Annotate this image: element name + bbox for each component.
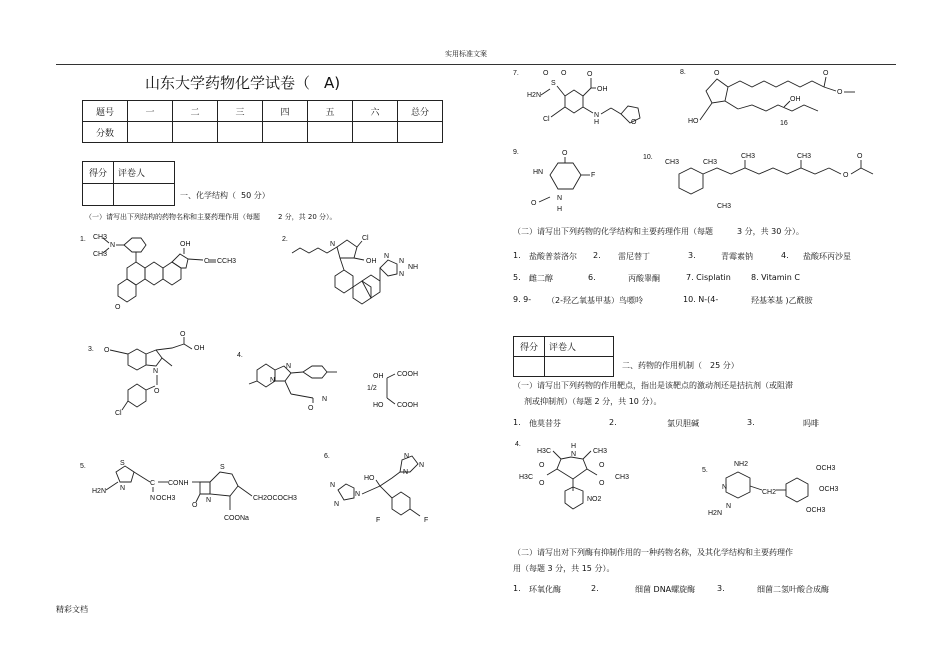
atom-label: H3C (519, 474, 534, 481)
atom-label: 16 (780, 120, 788, 127)
molecule-4-structure (237, 348, 437, 428)
atom-label: O (154, 388, 160, 395)
score-cell: 二 (173, 101, 218, 122)
atom-label: N (571, 451, 577, 458)
atom-label: CH3 (665, 159, 680, 166)
heading-text: 二、药物的作用机制（ (622, 361, 702, 370)
atom-label: N (270, 377, 276, 384)
atom-label: N (355, 491, 361, 498)
grader-name-input[interactable] (545, 357, 614, 377)
score-cell: 分数 (83, 122, 128, 143)
atom-label: O (531, 200, 537, 207)
atom-label: COONa (224, 515, 249, 522)
part2-row-2 (513, 273, 893, 282)
item-number: 9. 9- (513, 295, 532, 304)
atom-label: NH (408, 264, 419, 271)
atom-label: OH (790, 96, 801, 103)
instruction-text: （一）请写出下列结构的药物名称和主要药理作用（每题 (85, 213, 260, 221)
title-tag: A) (324, 74, 341, 92)
heading-text: 一、化学结构（ (180, 191, 236, 200)
question-number: 5. (702, 467, 708, 474)
molecule-7-structure (513, 68, 663, 133)
atom-label: N (330, 241, 336, 248)
atom-label: H2N (708, 510, 723, 517)
atom-label: N (322, 396, 328, 403)
atom-label: O (562, 150, 568, 157)
grader-name-label: 评卷人 (545, 337, 614, 357)
atom-label: H (594, 119, 600, 126)
atom-label: N (399, 271, 405, 278)
atom-label: OCH3 (819, 486, 839, 493)
grader-name-input[interactable] (114, 184, 175, 206)
molecule-9-structure (513, 145, 623, 220)
score-cell: 五 (308, 101, 353, 122)
atom-label: C (150, 480, 156, 487)
atom-label: OH (194, 345, 205, 352)
item-text: 丙酸睾酮 (628, 274, 660, 283)
atom-label: N (334, 501, 340, 508)
score-table-value-row (83, 122, 443, 143)
item-number: 5. (513, 273, 521, 282)
atom-label: F (424, 517, 429, 524)
atom-label: O (539, 462, 545, 469)
molecule-3-structure (88, 331, 228, 425)
score-cell: 六 (353, 101, 398, 122)
title-text: 山东大学药物化学试卷（ (145, 74, 311, 92)
atom-label: CONH (168, 480, 189, 487)
item-number: 6. (588, 273, 596, 282)
atom-label: S (220, 464, 225, 471)
question-number: 8. (680, 69, 686, 76)
score-input[interactable] (128, 122, 173, 143)
item-text: 雌二醇 (529, 274, 553, 283)
atom-label: N (403, 469, 409, 476)
question-number: 7. (513, 70, 519, 77)
atom-label: H3C (537, 448, 552, 455)
score-table (82, 100, 443, 143)
atom-label: CH3 (741, 153, 756, 160)
atom-label: O (837, 89, 843, 96)
atom-label: C (204, 258, 210, 265)
item-text: 氯贝胆碱 (667, 419, 699, 428)
atom-label: CH3 (703, 159, 718, 166)
score-input[interactable] (398, 122, 443, 143)
score-input[interactable] (173, 122, 218, 143)
item-text: 羟基苯基 )乙酰胺 (751, 296, 813, 305)
score-cell: 总分 (398, 101, 443, 122)
atom-label: N (404, 453, 410, 460)
score-cell: 一 (128, 101, 173, 122)
question-number: 1. (80, 236, 86, 243)
item-text: 青霉素钠 (721, 252, 753, 261)
atom-label: O (587, 71, 593, 78)
instruction-text: 2 分，共 20 分）。 (278, 213, 337, 221)
atom-label: OH (597, 86, 608, 93)
section2-instruction-1: （一）请写出下列药物的作用靶点，指出是该靶点的激动剂还是拮抗剂（或阻滞 (513, 381, 793, 390)
atom-label: N (150, 495, 156, 502)
atom-label: OH (373, 373, 384, 380)
question-number: 4. (515, 441, 521, 448)
score-cell: 四 (263, 101, 308, 122)
atom-label: HO (373, 402, 384, 409)
section2-heading (622, 360, 739, 371)
atom-label: O (599, 480, 605, 487)
atom-label: F (591, 172, 596, 179)
atom-label: CH3 (717, 203, 732, 210)
item-number: 1. (513, 418, 521, 427)
question-number: 4. (237, 352, 243, 359)
atom-label: N (110, 242, 116, 249)
item-text: 盐酸环丙沙星 (803, 252, 851, 261)
item-text: 细菌 DNA螺旋酶 (635, 585, 696, 594)
atom-label: O (843, 172, 849, 179)
atom-label: O (631, 119, 637, 126)
section1-part1-instruction (85, 212, 337, 222)
atom-label: CH2 (762, 489, 777, 496)
item-text: 他莫昔芬 (529, 419, 561, 428)
atom-label: O (180, 331, 186, 338)
score-input[interactable] (263, 122, 308, 143)
atom-label: CH3 (615, 474, 630, 481)
atom-label: OCH3 (156, 495, 176, 502)
score-cell: 三 (218, 101, 263, 122)
section2-instruction-1b: 剂或抑制剂）（每题 2 分，共 10 分）。 (524, 397, 662, 406)
atom-label: O (857, 153, 863, 160)
question-number: 3. (88, 346, 94, 353)
item-number: 2. (593, 251, 601, 260)
section1-heading (180, 190, 270, 201)
atom-label: OH (180, 241, 191, 248)
atom-label: OCH3 (806, 507, 826, 514)
score-cell: 题号 (83, 101, 128, 122)
item-text: 雷尼替丁 (618, 252, 650, 261)
atom-label: CH3 (93, 251, 108, 258)
item-number: 2. (591, 584, 599, 593)
atom-label: Cl (115, 410, 122, 417)
atom-label: S (551, 80, 556, 87)
atom-label: S (120, 460, 125, 467)
item-text: （2-羟乙氧基甲基）鸟嘌呤 (547, 296, 643, 305)
footer-label: 精彩文档 (56, 605, 88, 614)
molecule-8-structure (680, 65, 880, 135)
question-number: 9. (513, 149, 519, 156)
atom-label: N (419, 462, 425, 469)
score-input[interactable] (218, 122, 263, 143)
atom-label: OH (366, 258, 377, 265)
atom-label: H (557, 206, 563, 213)
atom-label: O (115, 304, 121, 311)
atom-label: CH2OCOCH3 (253, 495, 297, 502)
header-label: 实用标准文案 (445, 50, 487, 58)
exam-title (145, 72, 340, 93)
item-number: 2. (609, 418, 617, 427)
instruction-text: （二）请写出下列药物的化学结构和主要药理作用（每题 (513, 227, 713, 236)
question-number: 2. (282, 236, 288, 243)
atom-label: Cl (543, 116, 550, 123)
atom-label: O (599, 462, 605, 469)
atom-label: HO (364, 475, 375, 482)
atom-label: COOH (397, 371, 418, 378)
question-number: 5. (80, 463, 86, 470)
heading-pts: 25 分） (710, 361, 739, 370)
grader-box (82, 161, 175, 206)
atom-label: N (120, 485, 126, 492)
atom-label: N (594, 112, 600, 119)
atom-label: COOH (397, 402, 418, 409)
item-number: 3. (688, 251, 696, 260)
atom-label: 1/2 (367, 385, 377, 392)
atom-label: H (571, 443, 577, 450)
atom-label: NH2 (734, 461, 749, 468)
atom-label: O (539, 480, 545, 487)
grader-box-2 (513, 336, 614, 377)
question-number: 10. (643, 154, 653, 161)
atom-label: CH3 (93, 234, 108, 241)
atom-label: O (714, 70, 720, 77)
section2-instruction-2: （二）请写出对下列酶有抑制作用的一种药物名称，及其化学结构和主要药理作 (513, 548, 793, 557)
atom-label: CCH3 (217, 258, 237, 265)
item-text: 环氧化酶 (529, 585, 561, 594)
atom-label: O (561, 70, 567, 77)
grader-name-label: 评卷人 (114, 162, 175, 184)
atom-label: N (286, 363, 292, 370)
item-number: 1. (513, 584, 521, 593)
atom-label: OCH3 (816, 465, 836, 472)
atom-label: O (823, 70, 829, 77)
atom-label: N (153, 368, 159, 375)
atom-label: HO (688, 118, 699, 125)
atom-label: F (376, 517, 381, 524)
grader-score-input[interactable] (514, 357, 545, 377)
atom-label: H2N (527, 92, 542, 99)
atom-label: O (104, 347, 110, 354)
atom-label: CH3 (797, 153, 812, 160)
item-text: 细菌二氢叶酸合成酶 (757, 585, 829, 594)
item-text: 10. N-(4- (683, 295, 719, 304)
item-number: 3. (747, 418, 755, 427)
grader-score-label: 得分 (514, 337, 545, 357)
section2-items (513, 418, 893, 427)
part2-row-1 (513, 251, 893, 260)
item-number: 1. (513, 251, 521, 260)
atom-label: N (206, 497, 212, 504)
molecule-6-structure (320, 450, 450, 535)
atom-label: N (557, 195, 563, 202)
atom-label: N (399, 258, 405, 265)
item-number: 4. (781, 251, 789, 260)
item-text: 吗啡 (803, 419, 819, 428)
part2-row-3 (513, 295, 893, 304)
atom-label: N (722, 484, 728, 491)
heading-pts: 50 分） (241, 191, 270, 200)
atom-label: O (308, 405, 314, 412)
molecule-2-structure (282, 232, 432, 312)
item-text: 8. Vitamin C (751, 273, 800, 282)
score-input[interactable] (308, 122, 353, 143)
molecule-10-structure (643, 150, 883, 220)
enzyme-list (513, 584, 893, 593)
item-text: 盐酸普萘洛尔 (529, 252, 577, 261)
question-number: 6. (324, 453, 330, 460)
atom-label: N (726, 503, 732, 510)
atom-label: CH3 (593, 448, 608, 455)
atom-label: N (330, 482, 336, 489)
score-table-header-row (83, 101, 443, 122)
instruction-text: 3 分，共 30 分）。 (737, 227, 804, 236)
grader-score-label: 得分 (83, 162, 114, 184)
atom-label: H2N (92, 488, 107, 495)
molecule-5-structure (80, 452, 320, 532)
item-number: 3. (717, 584, 725, 593)
atom-label: O (543, 70, 549, 77)
atom-label: Cl (362, 235, 369, 242)
grader-score-input[interactable] (83, 184, 114, 206)
mechanism-molecule-5-structure (696, 456, 876, 536)
atom-label: O (192, 502, 198, 509)
molecule-1-structure (80, 232, 250, 312)
atom-label: N (384, 253, 390, 260)
item-text: 7. Cisplatin (686, 273, 731, 282)
mechanism-molecule-4-structure (513, 437, 673, 527)
atom-label: NO2 (587, 496, 602, 503)
part2-instruction (513, 226, 804, 237)
section2-instruction-2b: 用（每题 3 分，共 15 分）。 (513, 564, 615, 573)
score-input[interactable] (353, 122, 398, 143)
atom-label: HN (533, 169, 544, 176)
